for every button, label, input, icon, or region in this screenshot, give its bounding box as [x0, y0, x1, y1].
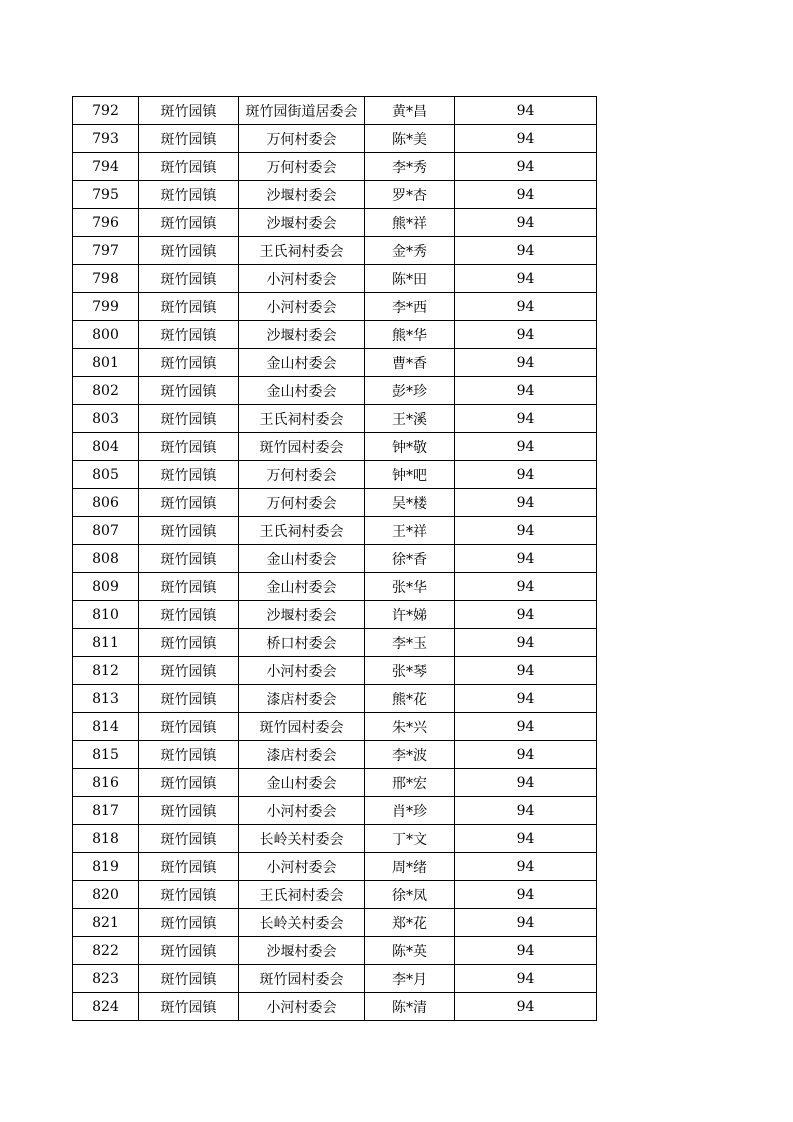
- table-row: [73, 489, 597, 517]
- name-cell: 黄*昌: [365, 97, 455, 125]
- committee-cell: 金山村委会: [239, 573, 365, 601]
- committee-cell: 金山村委会: [239, 769, 365, 797]
- town-cell: 斑竹园镇: [139, 741, 239, 769]
- row-number-cell: 823: [73, 965, 139, 993]
- table-row: [73, 909, 597, 937]
- row-number-cell: 812: [73, 657, 139, 685]
- table-row: [73, 265, 597, 293]
- name-cell: 曹*香: [365, 349, 455, 377]
- name-cell: 李*波: [365, 741, 455, 769]
- table-row: [73, 573, 597, 601]
- committee-cell: 斑竹园村委会: [239, 433, 365, 461]
- name-cell: 邢*宏: [365, 769, 455, 797]
- town-cell: 斑竹园镇: [139, 377, 239, 405]
- value-cell: 94: [455, 713, 597, 741]
- row-number-cell: 802: [73, 377, 139, 405]
- town-cell: 斑竹园镇: [139, 237, 239, 265]
- name-cell: 钟*吧: [365, 461, 455, 489]
- committee-cell: 金山村委会: [239, 349, 365, 377]
- row-number-cell: 809: [73, 573, 139, 601]
- name-cell: 张*琴: [365, 657, 455, 685]
- value-cell: 94: [455, 293, 597, 321]
- name-cell: 李*月: [365, 965, 455, 993]
- town-cell: 斑竹园镇: [139, 265, 239, 293]
- value-cell: 94: [455, 489, 597, 517]
- town-cell: 斑竹园镇: [139, 545, 239, 573]
- town-cell: 斑竹园镇: [139, 405, 239, 433]
- row-number-cell: 799: [73, 293, 139, 321]
- value-cell: 94: [455, 797, 597, 825]
- name-cell: 金*秀: [365, 237, 455, 265]
- data-table: [72, 96, 597, 1021]
- row-number-cell: 815: [73, 741, 139, 769]
- value-cell: 94: [455, 461, 597, 489]
- committee-cell: 小河村委会: [239, 265, 365, 293]
- table-row: [73, 713, 597, 741]
- row-number-cell: 801: [73, 349, 139, 377]
- value-cell: 94: [455, 433, 597, 461]
- town-cell: 斑竹园镇: [139, 209, 239, 237]
- row-number-cell: 816: [73, 769, 139, 797]
- row-number-cell: 820: [73, 881, 139, 909]
- town-cell: 斑竹园镇: [139, 881, 239, 909]
- row-number-cell: 821: [73, 909, 139, 937]
- row-number-cell: 803: [73, 405, 139, 433]
- town-cell: 斑竹园镇: [139, 321, 239, 349]
- name-cell: 罗*杏: [365, 181, 455, 209]
- name-cell: 王*溪: [365, 405, 455, 433]
- town-cell: 斑竹园镇: [139, 657, 239, 685]
- value-cell: 94: [455, 853, 597, 881]
- row-number-cell: 807: [73, 517, 139, 545]
- name-cell: 郑*花: [365, 909, 455, 937]
- committee-cell: 万何村委会: [239, 461, 365, 489]
- table-row: [73, 853, 597, 881]
- row-number-cell: 824: [73, 993, 139, 1021]
- table-row: [73, 405, 597, 433]
- value-cell: 94: [455, 937, 597, 965]
- name-cell: 陈*清: [365, 993, 455, 1021]
- committee-cell: 沙堰村委会: [239, 181, 365, 209]
- value-cell: 94: [455, 825, 597, 853]
- row-number-cell: 818: [73, 825, 139, 853]
- value-cell: 94: [455, 573, 597, 601]
- town-cell: 斑竹园镇: [139, 601, 239, 629]
- town-cell: 斑竹园镇: [139, 573, 239, 601]
- row-number-cell: 794: [73, 153, 139, 181]
- town-cell: 斑竹园镇: [139, 853, 239, 881]
- table-row: [73, 461, 597, 489]
- name-cell: 李*西: [365, 293, 455, 321]
- committee-cell: 王氏祠村委会: [239, 517, 365, 545]
- committee-cell: 小河村委会: [239, 853, 365, 881]
- value-cell: 94: [455, 601, 597, 629]
- name-cell: 熊*祥: [365, 209, 455, 237]
- name-cell: 徐*凤: [365, 881, 455, 909]
- row-number-cell: 800: [73, 321, 139, 349]
- name-cell: 陈*田: [365, 265, 455, 293]
- value-cell: 94: [455, 741, 597, 769]
- town-cell: 斑竹园镇: [139, 769, 239, 797]
- row-number-cell: 822: [73, 937, 139, 965]
- row-number-cell: 805: [73, 461, 139, 489]
- value-cell: 94: [455, 237, 597, 265]
- committee-cell: 小河村委会: [239, 993, 365, 1021]
- town-cell: 斑竹园镇: [139, 489, 239, 517]
- row-number-cell: 806: [73, 489, 139, 517]
- table-row: [73, 433, 597, 461]
- committee-cell: 斑竹园村委会: [239, 965, 365, 993]
- town-cell: 斑竹园镇: [139, 909, 239, 937]
- committee-cell: 斑竹园村委会: [239, 713, 365, 741]
- committee-cell: 沙堰村委会: [239, 601, 365, 629]
- value-cell: 94: [455, 349, 597, 377]
- row-number-cell: 795: [73, 181, 139, 209]
- committee-cell: 小河村委会: [239, 797, 365, 825]
- row-number-cell: 796: [73, 209, 139, 237]
- table-row: [73, 937, 597, 965]
- table-row: [73, 769, 597, 797]
- committee-cell: 漆店村委会: [239, 741, 365, 769]
- committee-cell: 小河村委会: [239, 293, 365, 321]
- town-cell: 斑竹园镇: [139, 993, 239, 1021]
- table-row: [73, 797, 597, 825]
- town-cell: 斑竹园镇: [139, 349, 239, 377]
- value-cell: 94: [455, 153, 597, 181]
- committee-cell: 桥口村委会: [239, 629, 365, 657]
- name-cell: 陈*美: [365, 125, 455, 153]
- committee-cell: 沙堰村委会: [239, 937, 365, 965]
- committee-cell: 沙堰村委会: [239, 209, 365, 237]
- town-cell: 斑竹园镇: [139, 629, 239, 657]
- value-cell: 94: [455, 769, 597, 797]
- committee-cell: 王氏祠村委会: [239, 881, 365, 909]
- value-cell: 94: [455, 685, 597, 713]
- committee-cell: 长岭关村委会: [239, 909, 365, 937]
- town-cell: 斑竹园镇: [139, 713, 239, 741]
- value-cell: 94: [455, 181, 597, 209]
- value-cell: 94: [455, 545, 597, 573]
- value-cell: 94: [455, 321, 597, 349]
- value-cell: 94: [455, 265, 597, 293]
- committee-cell: 万何村委会: [239, 489, 365, 517]
- name-cell: 张*华: [365, 573, 455, 601]
- name-cell: 肖*珍: [365, 797, 455, 825]
- row-number-cell: 808: [73, 545, 139, 573]
- table-row: [73, 545, 597, 573]
- table-row: [73, 293, 597, 321]
- table-row: [73, 321, 597, 349]
- committee-cell: 王氏祠村委会: [239, 237, 365, 265]
- committee-cell: 长岭关村委会: [239, 825, 365, 853]
- name-cell: 许*娣: [365, 601, 455, 629]
- table-row: [73, 153, 597, 181]
- town-cell: 斑竹园镇: [139, 685, 239, 713]
- name-cell: 周*绪: [365, 853, 455, 881]
- name-cell: 王*祥: [365, 517, 455, 545]
- committee-cell: 斑竹园街道居委会: [239, 97, 365, 125]
- table-row: [73, 881, 597, 909]
- row-number-cell: 792: [73, 97, 139, 125]
- table-row: [73, 825, 597, 853]
- table-row: [73, 993, 597, 1021]
- committee-cell: 小河村委会: [239, 657, 365, 685]
- table-row: [73, 965, 597, 993]
- value-cell: 94: [455, 209, 597, 237]
- name-cell: 丁*文: [365, 825, 455, 853]
- town-cell: 斑竹园镇: [139, 153, 239, 181]
- table-row: [73, 125, 597, 153]
- value-cell: 94: [455, 965, 597, 993]
- town-cell: 斑竹园镇: [139, 125, 239, 153]
- value-cell: 94: [455, 405, 597, 433]
- name-cell: 熊*花: [365, 685, 455, 713]
- table-row: [73, 657, 597, 685]
- town-cell: 斑竹园镇: [139, 517, 239, 545]
- committee-cell: 万何村委会: [239, 125, 365, 153]
- name-cell: 吴*楼: [365, 489, 455, 517]
- row-number-cell: 810: [73, 601, 139, 629]
- name-cell: 熊*华: [365, 321, 455, 349]
- name-cell: 彭*珍: [365, 377, 455, 405]
- row-number-cell: 814: [73, 713, 139, 741]
- table-body: [73, 97, 597, 1021]
- table-row: [73, 237, 597, 265]
- town-cell: 斑竹园镇: [139, 181, 239, 209]
- town-cell: 斑竹园镇: [139, 937, 239, 965]
- row-number-cell: 797: [73, 237, 139, 265]
- table-row: [73, 629, 597, 657]
- value-cell: 94: [455, 629, 597, 657]
- value-cell: 94: [455, 993, 597, 1021]
- name-cell: 朱*兴: [365, 713, 455, 741]
- row-number-cell: 798: [73, 265, 139, 293]
- town-cell: 斑竹园镇: [139, 965, 239, 993]
- committee-cell: 王氏祠村委会: [239, 405, 365, 433]
- table-row: [73, 209, 597, 237]
- committee-cell: 金山村委会: [239, 545, 365, 573]
- committee-cell: 沙堰村委会: [239, 321, 365, 349]
- name-cell: 钟*敬: [365, 433, 455, 461]
- committee-cell: 金山村委会: [239, 377, 365, 405]
- name-cell: 陈*英: [365, 937, 455, 965]
- row-number-cell: 793: [73, 125, 139, 153]
- name-cell: 李*秀: [365, 153, 455, 181]
- table-row: [73, 97, 597, 125]
- row-number-cell: 819: [73, 853, 139, 881]
- name-cell: 徐*香: [365, 545, 455, 573]
- table-row: [73, 517, 597, 545]
- row-number-cell: 804: [73, 433, 139, 461]
- town-cell: 斑竹园镇: [139, 461, 239, 489]
- committee-cell: 漆店村委会: [239, 685, 365, 713]
- value-cell: 94: [455, 97, 597, 125]
- town-cell: 斑竹园镇: [139, 97, 239, 125]
- value-cell: 94: [455, 909, 597, 937]
- value-cell: 94: [455, 881, 597, 909]
- table-row: [73, 377, 597, 405]
- town-cell: 斑竹园镇: [139, 825, 239, 853]
- table-row: [73, 601, 597, 629]
- value-cell: 94: [455, 517, 597, 545]
- town-cell: 斑竹园镇: [139, 797, 239, 825]
- value-cell: 94: [455, 657, 597, 685]
- table-row: [73, 685, 597, 713]
- table-row: [73, 741, 597, 769]
- row-number-cell: 817: [73, 797, 139, 825]
- value-cell: 94: [455, 125, 597, 153]
- name-cell: 李*玉: [365, 629, 455, 657]
- table-row: [73, 181, 597, 209]
- town-cell: 斑竹园镇: [139, 293, 239, 321]
- row-number-cell: 813: [73, 685, 139, 713]
- value-cell: 94: [455, 377, 597, 405]
- row-number-cell: 811: [73, 629, 139, 657]
- committee-cell: 万何村委会: [239, 153, 365, 181]
- town-cell: 斑竹园镇: [139, 433, 239, 461]
- table-row: [73, 349, 597, 377]
